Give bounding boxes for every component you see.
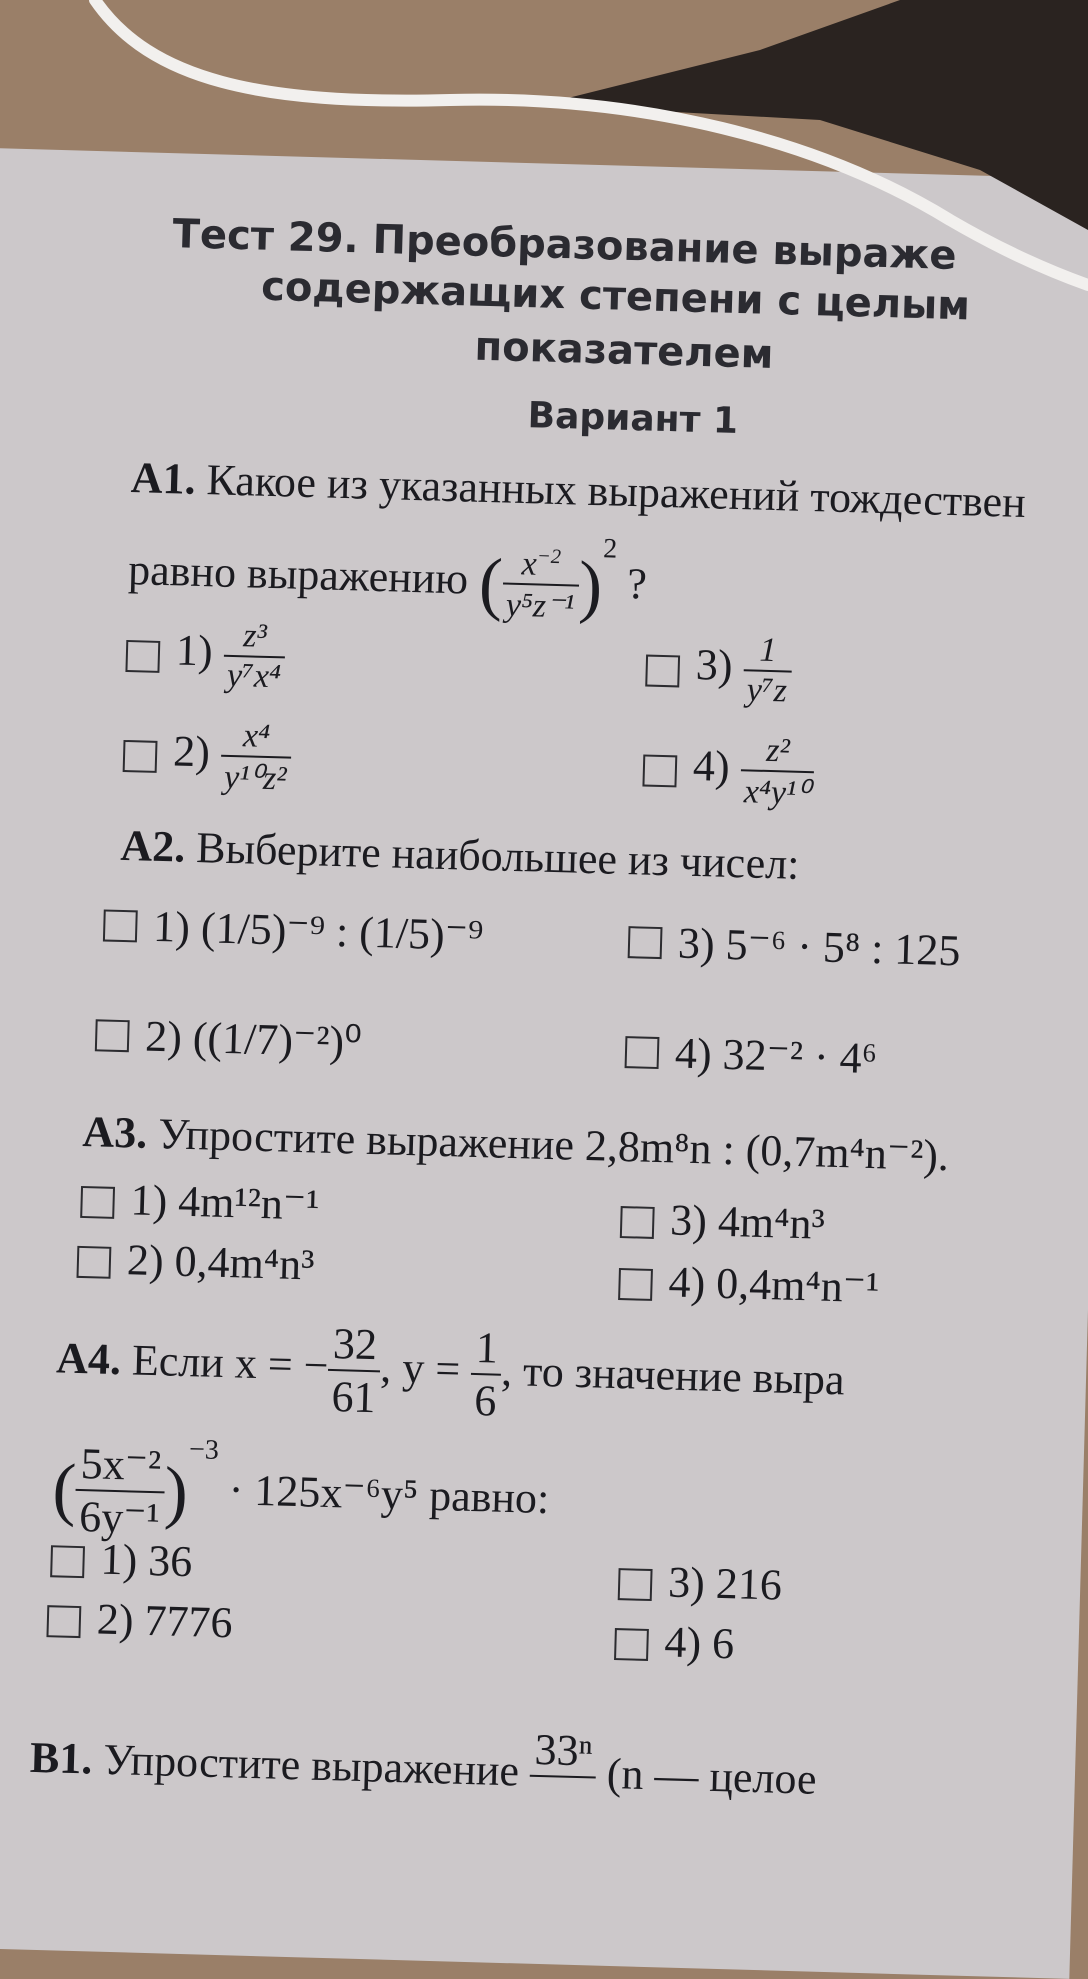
a1-label: А1.	[130, 453, 197, 504]
a2-option4-number: 4)	[674, 1028, 713, 1079]
a2-option1-text: (1/5)⁻⁹ : (1/5)⁻⁹	[200, 903, 484, 961]
a4-option3-text: 216	[715, 1558, 783, 1610]
a4-question-start: Если x = −	[131, 1335, 330, 1391]
a1-option3-number: 3)	[695, 640, 734, 691]
a4-y-num: 1	[475, 1323, 499, 1373]
a3-option2-text: 0,4m⁴n³	[173, 1236, 316, 1290]
a4-open-paren: (	[51, 1449, 78, 1529]
a4-option4-text: 6	[711, 1618, 735, 1669]
b1-question-text: Упростите выражение	[102, 1734, 520, 1796]
a1-expr-num: x	[521, 545, 538, 583]
a2-option1-number: 1)	[152, 901, 191, 952]
a3-option2-number: 2)	[126, 1235, 165, 1286]
test-title-line3: показателем	[474, 323, 775, 378]
a3-label: А3.	[81, 1106, 149, 1158]
a1-option1-number: 1)	[175, 625, 214, 676]
a1-question-text: Какое из указанных выражений тождествен	[205, 455, 1027, 528]
a1-option2-bottom: y¹⁰z²	[220, 755, 291, 799]
a3-question-text: Упростите выражение 2,8m⁸n : (0,7m⁴n⁻²).	[157, 1109, 950, 1181]
a2-question-text: Выберите наибольшее из чисел:	[195, 823, 801, 889]
a2-label: А2.	[119, 820, 187, 872]
a1-option2-top: x⁴	[242, 717, 271, 756]
a1-expr-den: y⁵z⁻¹	[501, 583, 578, 627]
b1-frac-num: 33ⁿ	[534, 1724, 594, 1776]
a1-option3-top: 1	[758, 631, 778, 670]
a2-option4-text: 32⁻² · 4⁶	[721, 1029, 878, 1084]
a4-option1-text: 36	[147, 1535, 193, 1587]
a4-expr-tail: · 125x⁻⁶y⁵ равно:	[228, 1465, 550, 1524]
a2-option2-text: ((1/7)⁻²)⁰	[192, 1013, 363, 1067]
b1-tail: (n — целое	[606, 1748, 818, 1804]
a4-option2-text: 7776	[143, 1595, 234, 1648]
a1-option4-bottom: x⁴y¹⁰	[739, 769, 814, 813]
a4-question-end: , то значение выра	[500, 1345, 846, 1405]
a1-question-mark: ?	[626, 558, 648, 609]
test-title-line1: Тест 29. Преобразование выраже	[172, 211, 958, 280]
a4-label: А4.	[55, 1333, 122, 1385]
a4-option2-number: 2)	[96, 1594, 135, 1645]
a1-expr-outer-exp: 2	[602, 533, 618, 565]
a4-expr-exp: −3	[188, 1434, 220, 1466]
a3-option3-number: 3)	[669, 1195, 708, 1246]
a4-option4-number: 4)	[663, 1617, 702, 1668]
a1-option4-top: z²	[765, 731, 791, 770]
a4-expr-num: 5x⁻²	[80, 1438, 162, 1491]
a1-expr-num-exp: −2	[536, 545, 562, 568]
a4-option3-number: 3)	[667, 1557, 706, 1608]
a3-option4-number: 4)	[667, 1257, 706, 1308]
a1-question-line2-text: равно выражению	[127, 545, 469, 604]
a4-close-paren: )	[163, 1452, 189, 1532]
variant-label: Вариант 1	[527, 395, 739, 442]
a4-x-num: 32	[332, 1319, 378, 1370]
a1-option3-bottom: y⁷z	[742, 669, 791, 710]
a4-y-part: , y =	[379, 1342, 461, 1394]
a3-option3-text: 4m⁴n³	[717, 1196, 826, 1249]
a1-close-paren: )	[577, 547, 604, 626]
a1-option1-bottom: y⁷x⁴	[222, 655, 285, 697]
a2-option3-text: 5⁻⁶ · 5⁸ : 125	[725, 919, 962, 976]
a3-option4-text: 0,4m⁴n⁻¹	[715, 1258, 880, 1313]
a4-x-den: 61	[327, 1369, 380, 1423]
a2-option2-number: 2)	[144, 1011, 183, 1062]
a3-option1-number: 1)	[130, 1175, 169, 1226]
a4-expr-den: 6y⁻¹	[75, 1489, 165, 1544]
a4-y-den: 6	[470, 1373, 501, 1427]
a1-open-paren: (	[477, 544, 504, 623]
a4-option1-number: 1)	[99, 1534, 138, 1585]
a2-option3-number: 3)	[677, 918, 716, 969]
test-title-line2: содержащих степени с целым	[260, 263, 971, 330]
a3-option1-text: 4m¹²n⁻¹	[177, 1176, 320, 1230]
a1-option4-number: 4)	[692, 740, 731, 791]
a1-option1-top: z³	[242, 617, 268, 655]
b1-label: В1.	[29, 1732, 94, 1784]
a1-option2-number: 2)	[172, 726, 211, 777]
